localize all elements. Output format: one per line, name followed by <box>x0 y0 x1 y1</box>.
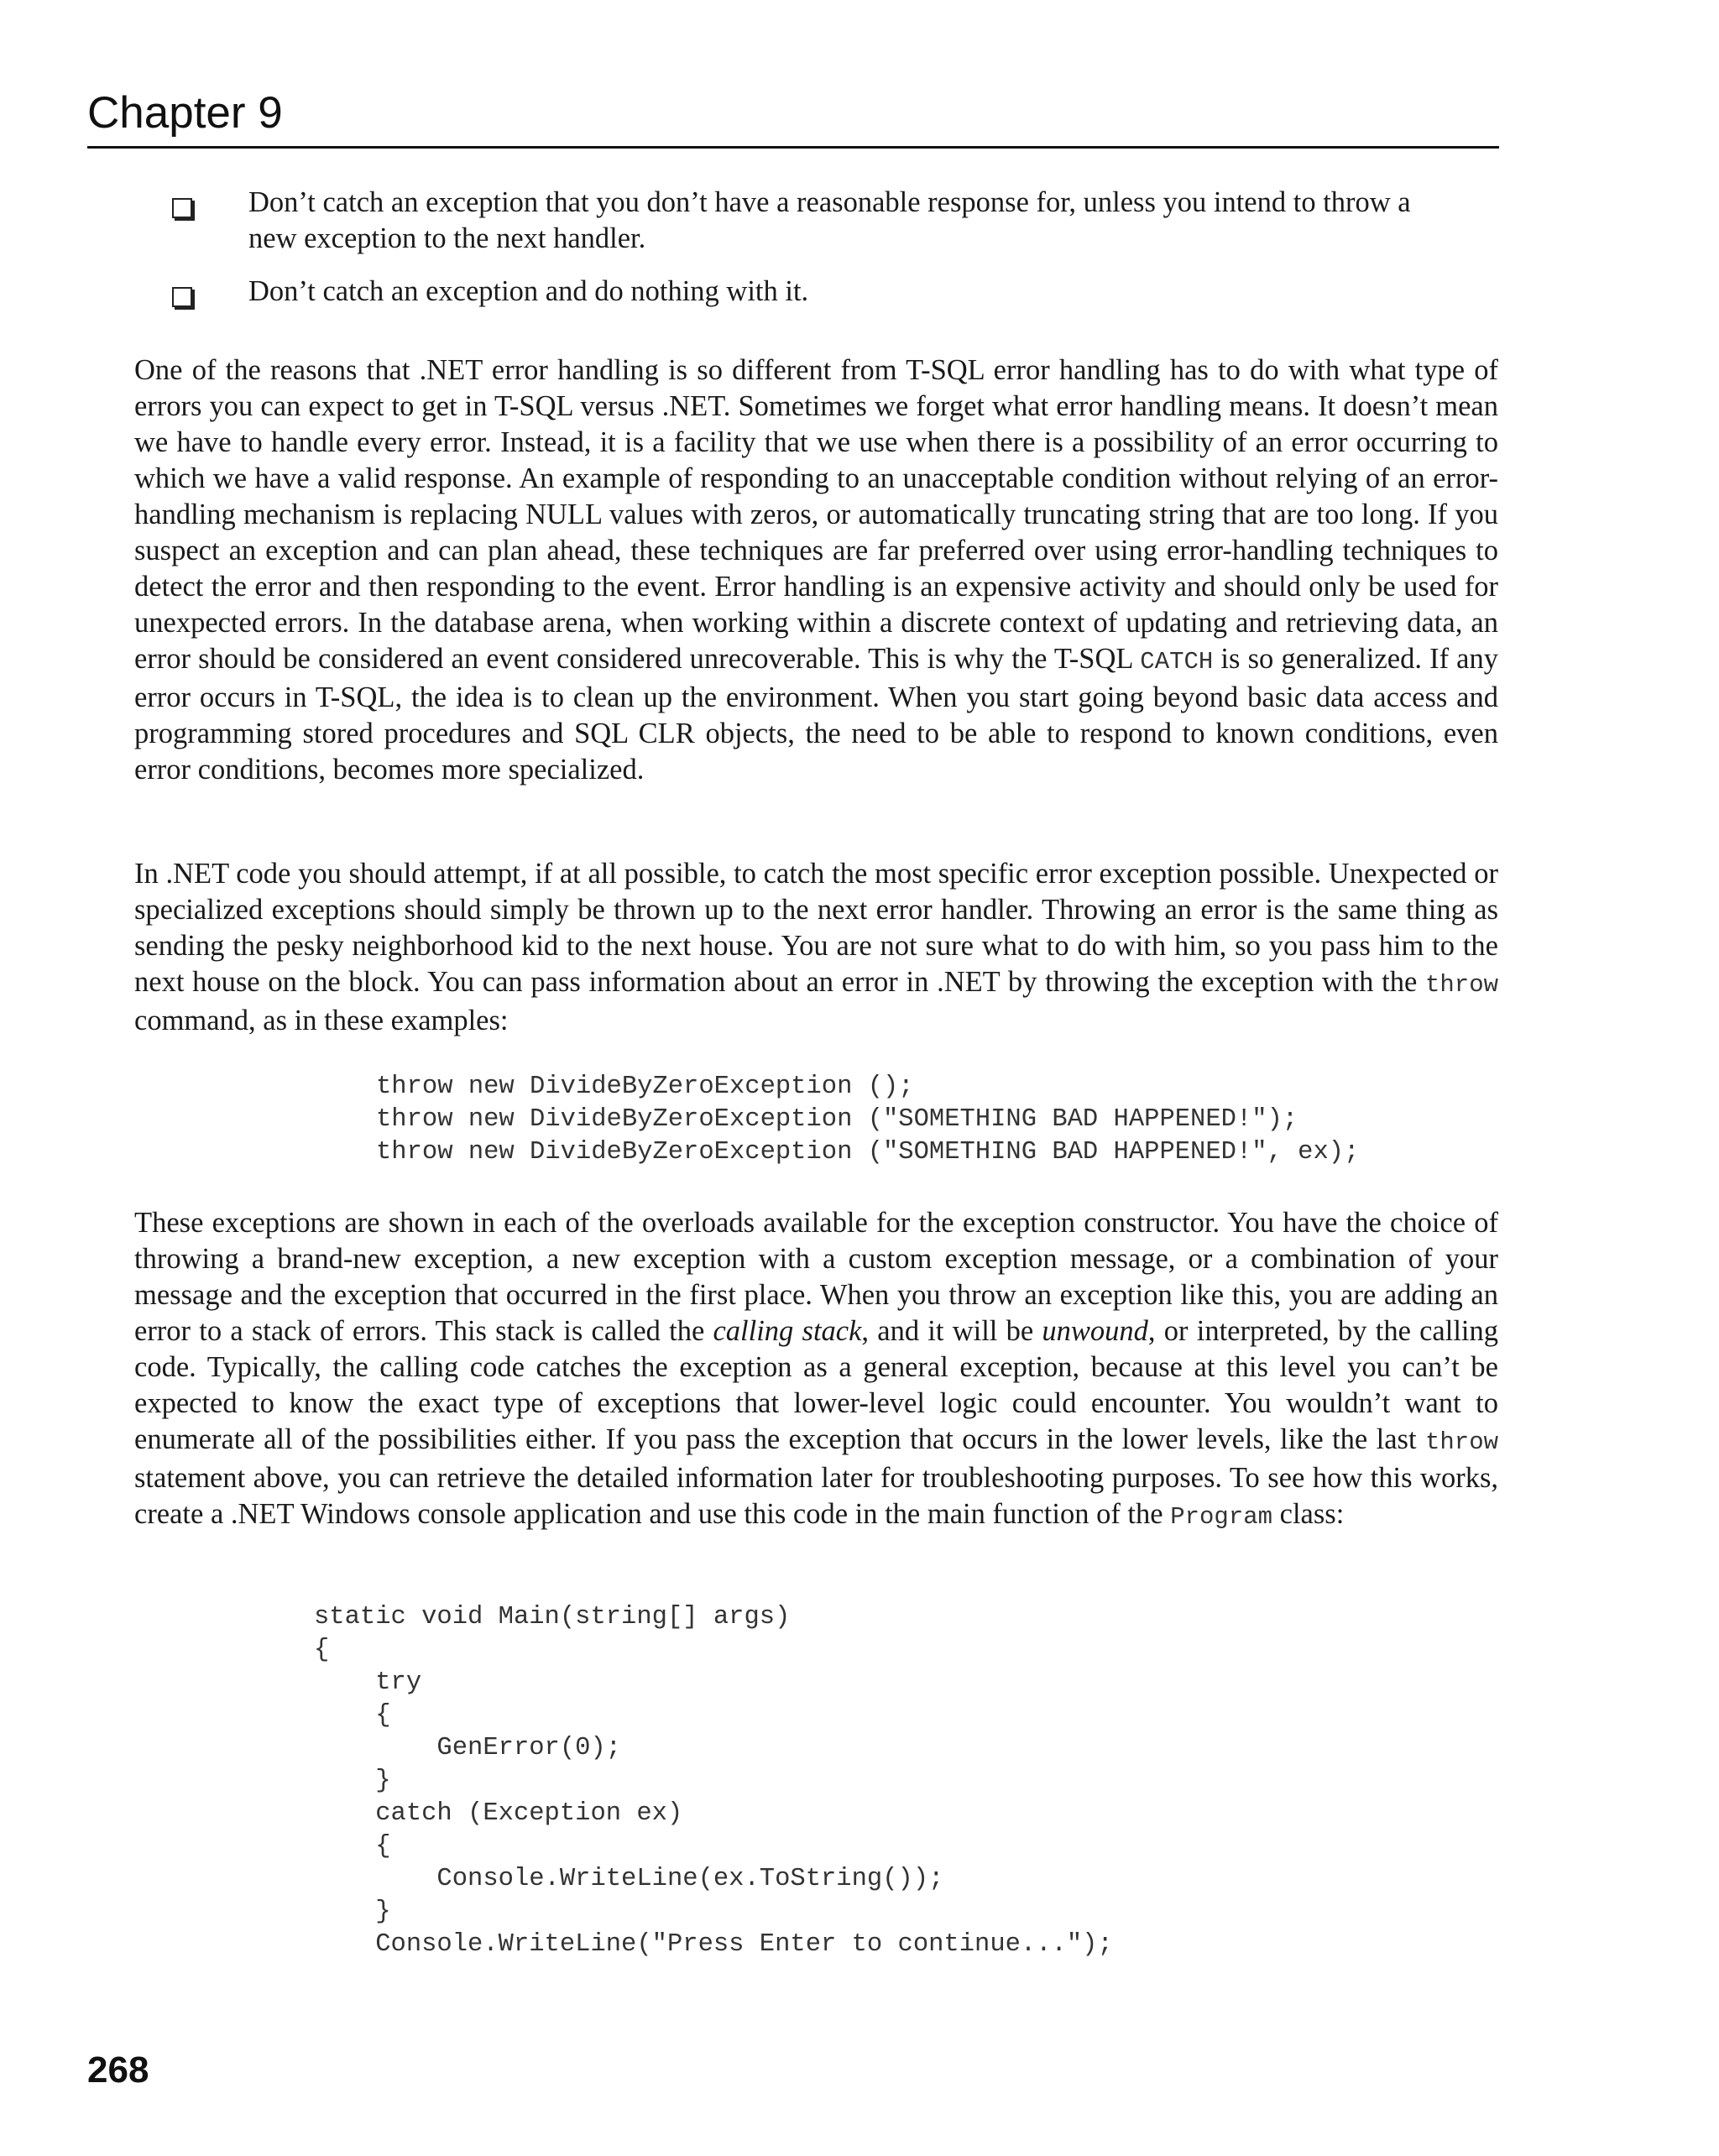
paragraph-throwing <box>134 856 1498 1039</box>
paragraph-text: These exceptions are shown in each of the overloads available for the exception constructor. You have the choice of throwing a brand-new exception, a new exception with a custom exception message, or a combination of your message and the exception that occurred in the first place. When you throw an exception like this, you are adding an error to a stack of errors. This stack is called the <box>134 1207 1498 1347</box>
page-number: 268 <box>87 2049 149 2091</box>
checkbox-bullet-icon <box>172 287 192 307</box>
bullet-text: Don’t catch an exception that you don’t have a reasonable response for, unless you intend to throw a new exception to the next handler. <box>248 186 1411 254</box>
code-line: { <box>314 1832 391 1861</box>
chapter-title: Chapter 9 <box>87 88 283 138</box>
inline-code: Program <box>1170 1503 1273 1531</box>
bullet-text: Don’t catch an exception and do nothing with it. <box>248 275 809 307</box>
paragraph-text: command, as in these examples: <box>134 1005 509 1036</box>
code-line: throw new DivideByZeroException ("SOMETHING BAD HAPPENED!"); <box>376 1105 1298 1134</box>
paragraph-text: is so generalized. If any error occurs in T-SQL, the idea is to clean up the environment. When you start going beyond basic data access and programming stored procedures and SQL CLR objects, the need to be able to respond to known conditions, even error conditions, becomes more specialized. <box>134 643 1498 786</box>
bullet-list <box>172 185 1465 326</box>
code-line: GenError(0); <box>314 1734 622 1762</box>
code-line: { <box>314 1701 391 1730</box>
page-header <box>87 84 1499 149</box>
paragraph-text: In .NET code you should attempt, if at all possible, to catch the most specific error exception possible. Unexpected or specialized exceptions should simply be thrown up to the next error handler. Throwing an error is the same thing as sending the pesky neighborhood kid to the next house. You are not sure what to do with him, so you pass him to the next house on the block. You can pass information about an error in .NET by throwing the exception with the <box>134 858 1498 998</box>
paragraph-text: statement above, you can retrieve the detailed information later for troubleshooting purposes. To see how this works, create a .NET Windows console application and use this code in the main function of the <box>134 1462 1498 1530</box>
code-line: throw new DivideByZeroException (); <box>376 1073 914 1101</box>
emphasis-text: calling stack <box>713 1315 862 1347</box>
code-line: } <box>314 1898 391 1926</box>
code-line: } <box>314 1767 391 1795</box>
inline-code: throw <box>1424 971 1498 999</box>
code-line: catch (Exception ex) <box>314 1799 683 1828</box>
code-block-main <box>314 1601 1113 1961</box>
paragraph-text: , or interpreted, by the calling code. Typically, the calling code catches the exception as a general exception, because at this level you can’t be expected to know the exact type of exceptions that lower-level logic could encounter. You wouldn’t want to enumerate all of the possibilities either. If you pass the exception that occurs in the lower levels, like the last <box>134 1315 1498 1455</box>
inline-code: CATCH <box>1140 648 1214 676</box>
code-line: Console.WriteLine("Press Enter to continue..."); <box>314 1930 1113 1959</box>
code-line: static void Main(string[] args) <box>314 1603 791 1631</box>
code-line: throw new DivideByZeroException ("SOMETHING BAD HAPPENED!", ex); <box>376 1138 1360 1167</box>
code-block-throw <box>376 1071 1359 1169</box>
inline-code: throw <box>1424 1428 1498 1456</box>
checkbox-bullet-icon <box>172 198 192 218</box>
list-item <box>172 185 1465 257</box>
list-item <box>172 274 1465 310</box>
code-line: { <box>314 1636 330 1664</box>
code-line: try <box>314 1668 422 1697</box>
code-line: Console.WriteLine(ex.ToString()); <box>314 1865 944 1893</box>
paragraph-error-handling <box>134 352 1498 788</box>
paragraph-text: class: <box>1272 1498 1345 1530</box>
paragraph-overloads <box>134 1205 1498 1535</box>
paragraph-text: , and it will be <box>861 1315 1042 1347</box>
emphasis-text: unwound <box>1042 1315 1148 1347</box>
paragraph-text: One of the reasons that .NET error handling is so different from T-SQL error handling has to do with what type of errors you can expect to get in T-SQL versus .NET. Sometimes we forget what error handling means. It doesn’t mean we have to handle every error. Instead, it is a facility that we use when there is a possibility of an error occurring to which we have a valid response. An example of responding to an unacceptable condition without relying of an error-handling mechanism is replacing NULL values with zeros, or automatically truncating string that are too long. If you suspect an exception and can plan ahead, these techniques are far preferred over using error-handling techniques to detect the error and then responding to the event. Error handling is an expensive activity and should only be used for unexpected errors. In the database arena, when working within a discrete context of updating and retrieving data, an error should be considered an event considered unrecoverable. This is why the T-SQL <box>134 354 1498 675</box>
